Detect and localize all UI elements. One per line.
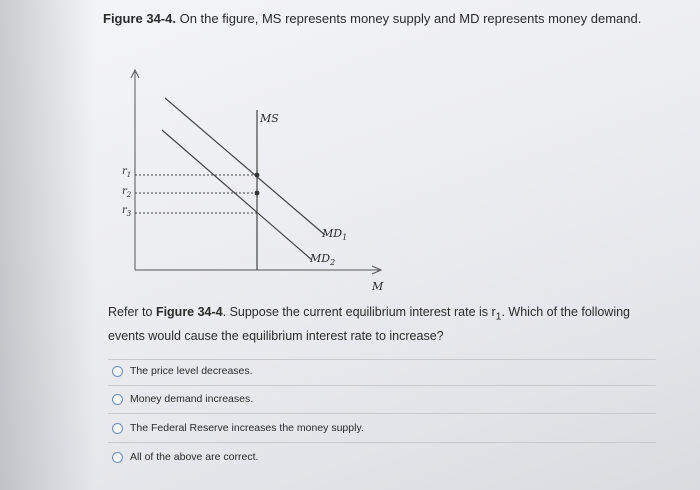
md2-curve — [162, 130, 312, 260]
question-text — [108, 303, 648, 345]
figure-label: Figure 34-4. — [103, 11, 176, 26]
option-price-level-decreases[interactable] — [112, 362, 253, 380]
option-money-demand-increases[interactable] — [112, 390, 253, 408]
x-axis-label: M — [372, 280, 384, 293]
radio-button[interactable] — [112, 452, 123, 463]
r2-label: $r_2$ — [122, 186, 132, 199]
option-label: All of the above are correct. — [130, 451, 259, 463]
option-divider — [108, 359, 656, 360]
radio-button[interactable] — [112, 366, 123, 377]
figure-caption — [103, 11, 641, 26]
r3-subscript: 3 — [126, 210, 132, 218]
equilibrium-point-1 — [255, 173, 260, 178]
radio-button[interactable] — [112, 423, 123, 434]
option-divider — [108, 442, 656, 443]
ms-label: MS — [260, 112, 279, 125]
figure-description: On the figure, MS represents money supply and MD represents money demand. — [179, 11, 642, 26]
option-label: The price level decreases. — [130, 365, 253, 377]
md2-label: $MD_2$ — [310, 252, 336, 267]
option-label: Money demand increases. — [130, 393, 254, 405]
r2-subscript: 2 — [126, 191, 132, 199]
option-divider — [108, 413, 656, 414]
question-var-subscript: 1 — [495, 311, 502, 323]
question-body-end: . Which of the following events would cause the equilibrium interest rate to increase? — [108, 305, 631, 343]
md1-subscript: 1 — [342, 233, 348, 242]
r1-label: $r_1$ — [122, 166, 132, 179]
figure-reference: Figure 34-4 — [155, 305, 223, 319]
option-divider — [108, 385, 656, 386]
option-label: The Federal Reserve increases the money supply. — [130, 422, 364, 434]
r1-subscript: 1 — [126, 171, 132, 179]
money-market-graph — [100, 60, 400, 300]
equilibrium-point-2 — [255, 191, 260, 196]
shadow-overlay — [0, 0, 95, 490]
md1-label: $MD_1$ — [322, 227, 348, 242]
md1-curve — [165, 98, 325, 235]
option-all-of-the-above[interactable] — [112, 448, 258, 466]
r3-label: $r_3$ — [122, 205, 132, 218]
question-prefix: Refer to — [108, 305, 156, 319]
radio-button[interactable] — [112, 394, 123, 405]
option-fed-increases-money-supply[interactable] — [112, 419, 364, 437]
question-body: . Suppose the current equilibrium interest rate is r — [222, 305, 496, 319]
md2-subscript: 2 — [330, 258, 336, 267]
